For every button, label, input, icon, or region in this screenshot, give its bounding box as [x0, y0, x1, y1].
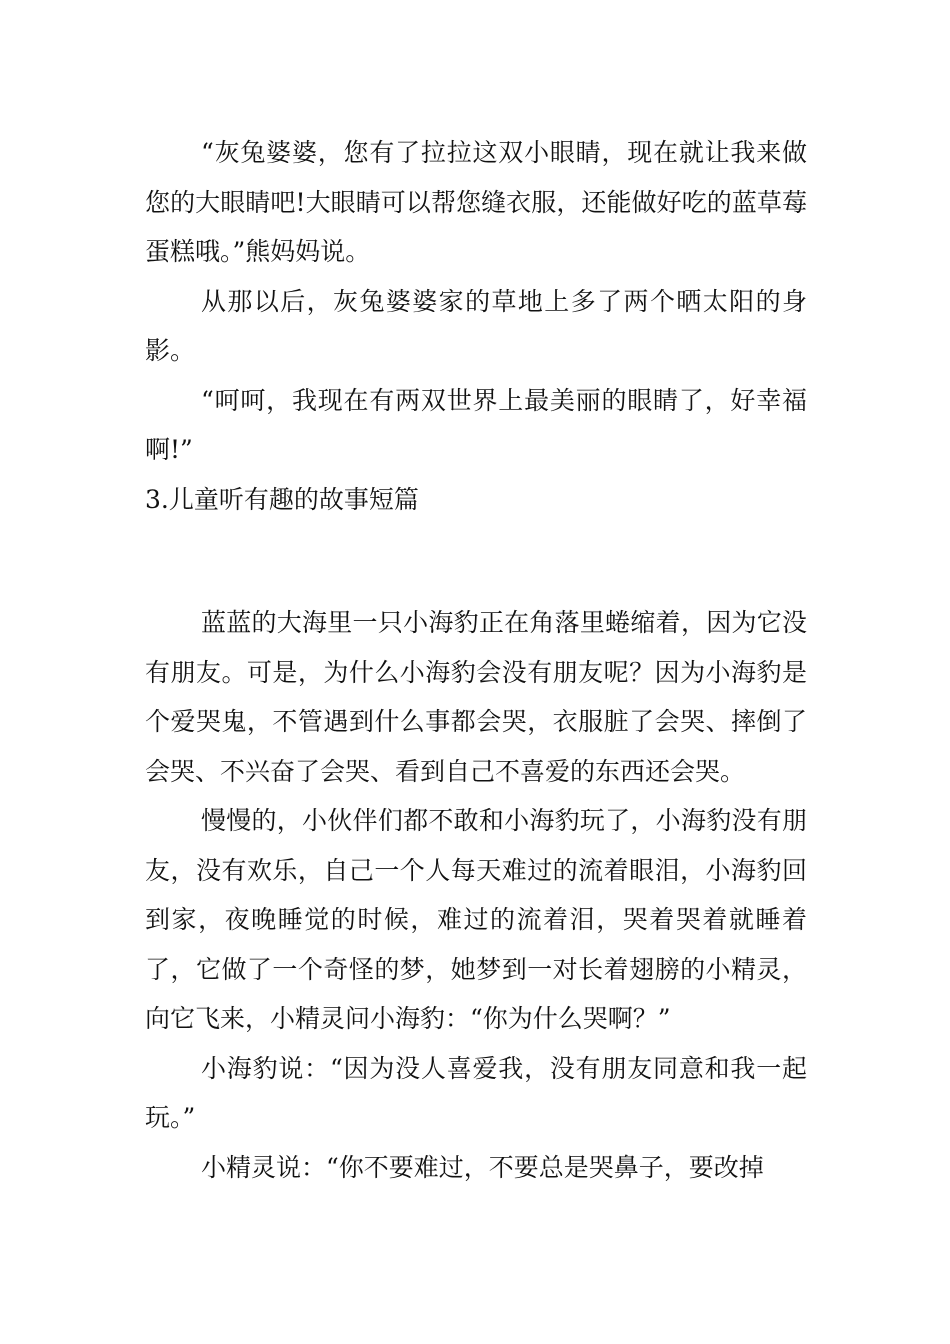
- section-spacer: [145, 524, 807, 598]
- document-page: [145, 128, 807, 1192]
- section-heading: 3.儿童听有趣的故事短篇: [145, 484, 419, 514]
- paragraph-grandma-eyes: “灰兔婆婆，您有了拉拉这双小眼睛，现在就让我来做您的大眼睛吧!大眼睛可以帮您缝衣服，还能做好吃的蓝草莓蛋糕哦。”熊妈妈说。: [145, 138, 807, 266]
- paragraph-seal-reply: 小海豹说：“因为没人喜爱我，没有朋友同意和我一起玩。”: [145, 1053, 807, 1132]
- paragraph-sunbathing: 从那以后，灰兔婆婆家的草地上多了两个晒太阳的身影。: [145, 286, 807, 365]
- paragraph-fairy-reply: 小精灵说：“你不要难过，不要总是哭鼻子，要改掉: [201, 1152, 764, 1182]
- paragraph-seal-dream: 慢慢的，小伙伴们都不敢和小海豹玩了，小海豹没有朋友，没有欢乐，自己一个人每天难过的流着眼泪，小海豹回到家，夜晚睡觉的时候，难过的流着泪，哭着哭着就睡着了，它做了一个奇怪的梦，她梦到一对长着翅膀的小精灵，向它飞来，小精灵问小海豹：“你为什么哭啊？”: [145, 806, 807, 1033]
- paragraph-seal-intro: 蓝蓝的大海里一只小海豹正在角落里蜷缩着，因为它没有朋友。可是，为什么小海豹会没有朋友呢？因为小海豹是个爱哭鬼，不管遇到什么事都会哭，衣服脏了会哭、摔倒了会哭、不兴奋了会哭、看到自己不喜爱的东西还会哭。: [145, 608, 807, 786]
- paragraph-happy: “呵呵，我现在有两双世界上最美丽的眼睛了，好幸福啊!”: [145, 385, 807, 464]
